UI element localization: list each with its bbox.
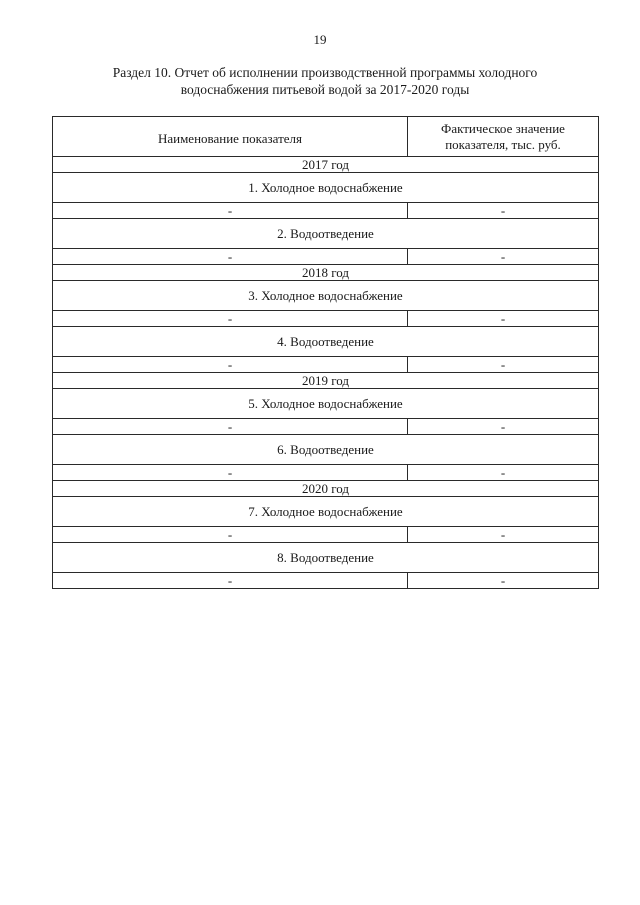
cell-indicator: - [53,311,408,327]
year-row [53,157,599,173]
table-row [53,419,599,435]
year-label: 2020 год [53,481,599,497]
section-title: 5. Холодное водоснабжение [53,389,599,419]
cell-indicator: - [53,527,408,543]
section-title: 2. Водоотведение [53,219,599,249]
cell-value: - [408,311,599,327]
cell-indicator: - [53,357,408,373]
cell-indicator: - [53,465,408,481]
section-title: 8. Водоотведение [53,543,599,573]
section-row [53,173,599,203]
section-title: 1. Холодное водоснабжение [53,173,599,203]
section-title: 7. Холодное водоснабжение [53,497,599,527]
report-title [50,64,600,98]
year-label: 2019 год [53,373,599,389]
header-indicator-name: Наименование показателя [53,117,408,157]
section-title: 3. Холодное водоснабжение [53,281,599,311]
table-row [53,527,599,543]
title-line-2: водоснабжения питьевой водой за 2017-2020 годы [180,82,470,97]
table-row [53,249,599,265]
cell-indicator: - [53,203,408,219]
year-row [53,373,599,389]
cell-value: - [408,527,599,543]
section-row [53,543,599,573]
table-row [53,203,599,219]
title-line-1: Раздел 10. Отчет об исполнении производственной программы холодного [112,65,538,80]
section-title: 4. Водоотведение [53,327,599,357]
cell-value: - [408,573,599,589]
page-number: 19 [313,32,327,47]
table-header-row [53,117,599,157]
report-table [52,116,599,589]
section-row [53,497,599,527]
section-title: 6. Водоотведение [53,435,599,465]
header-actual-value: Фактическое значение показателя, тыс. руб. [408,117,599,157]
table-row [53,311,599,327]
table-row [53,465,599,481]
table-row [53,573,599,589]
cell-value: - [408,419,599,435]
section-row [53,327,599,357]
section-row [53,219,599,249]
cell-value: - [408,203,599,219]
cell-indicator: - [53,573,408,589]
table-row [53,357,599,373]
year-label: 2018 год [53,265,599,281]
cell-indicator: - [53,249,408,265]
cell-value: - [408,357,599,373]
year-row [53,265,599,281]
year-label: 2017 год [53,157,599,173]
cell-value: - [408,249,599,265]
cell-value: - [408,465,599,481]
cell-indicator: - [53,419,408,435]
section-row [53,435,599,465]
year-row [53,481,599,497]
section-row [53,389,599,419]
section-row [53,281,599,311]
